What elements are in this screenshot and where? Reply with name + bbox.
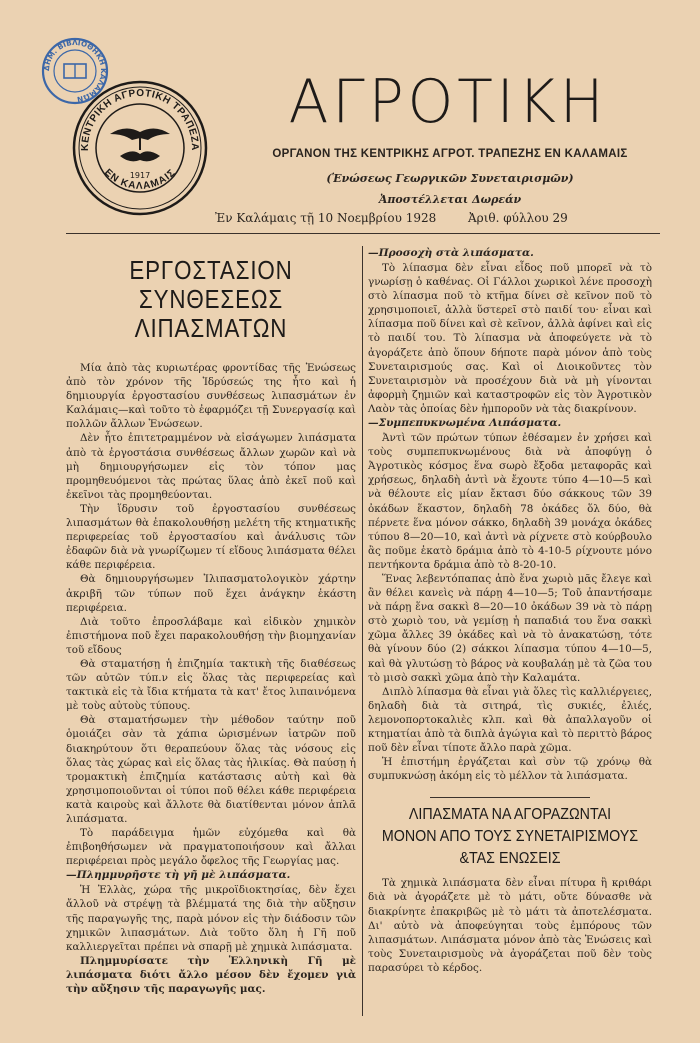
bank-seal: [70, 78, 210, 218]
left-paragraph: Μία ἀπὸ τὰς κυριωτέρας φροντίδας τῆς Ἑνώσεως ἀπὸ τὸν χρόνον τῆς Ἱδρύσεώς της ἦτο καὶ ἡ δημιουργία ἐργοστασίου συνθέσεως λιπασμάτων ἐν Καλάμαις—καὶ τοῦτο τὸ ἐφαρμόζει τῇ Συνεργασίᾳ καὶ πολλῶν ἄλλων Ἑνώσεων.: [66, 362, 356, 431]
left-paragraph: Τὴν ἵδρυσιν τοῦ ἐργοστασίου συνθέσεως λιπασμάτων θὰ ἐπακολουθήσῃ μελέτη τῆς κτηματικῆς περιφερείας τοῦ ἐργοστασίου καὶ ἀνάλυσις τῶν ἐδαφῶν διὰ νὰ γνωρίζωμεν τί εἴδους λιπάσματα θέλει κάθε περιφέρεια.: [66, 502, 356, 572]
newspaper-subtitle: ΟΡΓΑΝΟΝ ΤΗΣ ΚΕΝΤΡΙΚΗΣ ΑΓΡΟΤ. ΤΡΑΠΕΖΗΣ ΕΝ ΚΑΛΑΜΑΙΣ: [272, 148, 628, 160]
left-section-paragraph: Ἡ Ἑλλὰς, χώρα τῆς μικροϊδιοκτησίας, δὲν ἔχει ἄλλοῦ νὰ στρέψῃ τὰ βλέμματά της διὰ τὴν αὔξησιν τῆς παραγωγῆς της, παρὰ μόνον εἰς τὴν διάδοσιν τῶν χημικῶν λιπασμάτων. Διὰ τοῦτο ὅλη ἡ Γῆ ποῦ καλλιεργεῖται πρέπει νὰ σπαρῇ μὲ χημικὰ λιπάσματα.: [66, 884, 356, 953]
library-stamp-text: ΔΗΜ. ΒΙΒΛΙΟΘΗΚΗ ΚΑΛΑΜΩΝ: [41, 37, 109, 105]
right-column: [368, 246, 652, 975]
right-headline: [379, 804, 640, 870]
left-paragraph: Διὰ τοῦτο ἐπροσλάβαμε καὶ εἰδικὸν χημικὸν ἐπιστήμονα ποῦ ἔχει παρακολουθήσῃ τὴν βιομηχανίαν τοῦ εἴδους: [66, 615, 356, 656]
right-section-2-title: —Συμπεπυκνωμένα Λιπάσματα.: [368, 417, 562, 430]
left-headline: [86, 256, 335, 343]
eagle-handshake-emblem: [110, 128, 170, 161]
left-paragraph: Θὰ σταματήσῃ ἡ ἐπιζημία τακτικὴ τῆς διαθέσεως τῶν αὐτῶν τύπ.ν εἰς ὅλας τὰς περιφερείας καὶ τακτικὰ εἰς τὰ ἴδια κτήματα τὰ κατ' ἔτος λιπαινόμενα μὲ τοὺς αὐτοὺς τύπους.: [66, 657, 356, 713]
right-section-1-title: —Προσοχὴ στὰ λιπάσματα.: [368, 247, 534, 259]
left-paragraph: Θὰ δημιουργήσωμεν Ἰλιπασματολογικὸν χάρτην ἀκριβῆ τῶν τύπων ποῦ ἔχει ἀνάγκην ἑκάστη περιφέρεια.: [66, 573, 356, 614]
seal-bottom-text: ΕΝ ΚΑΛΑΜΑΙΣ: [102, 167, 178, 192]
right-section-2-paragraph: Διπλὸ λίπασμα θὰ εἶναι γιὰ ὅλες τὶς καλλιέργειες, δηλαδὴ διὰ τὰ σιτηρά, τὶς συκιές, ἐλιές, λεμονοπορτοκαλιὲς κλπ. καὶ θὰ ἀπαλλαγοῦν οἱ κτηματίαι ἀπὸ τὰ διπλὰ ἀγώγια καὶ τὸ περιττὸ βάρος ποῦ δὲν εἶναι τίποτε ἄλλο παρὰ χῶμα.: [368, 685, 652, 755]
right-closing-text: Τὰ χημικὰ λιπάσματα δὲν εἶναι πίτυρα ἢ κριθάρι διὰ νὰ ἀγοράζετε μὲ τὸ μάτι, οὔτε δύνασθε νὰ διακρίνητε ἐπακριβῶς μὲ τὸ μάτι τὰ ἀποτελέσματα. Δι' αὐτὸ νὰ ἀποφεύγηται τοὺς ἐμπόρους τῶν λιπασμάτων. Λιπάσματα μόνον ἀπὸ τὰς Ἑνώσεις καὶ τοὺς Συνεταιρισμοὺς νὰ ἀγοράζεται ποῦ δὲν τοὺς παρασύρει τὸ κέρδος.: [368, 877, 652, 974]
right-divider: [430, 797, 590, 798]
newspaper-title: ΑΓΡΟΤΙΚΗ: [288, 67, 608, 137]
right-section-1-text: Τὸ λίπασμα δὲν εἶναι εἶδος ποῦ μπορεῖ νὰ τὸ γνωρίσῃ ὁ καθένας. Οἱ Γάλλοι χωρικοὶ λένε προσοχὴ στὸ λίπασμα ποῦ τὸ κτῆμα δίνει σὲ κεῖνον ποῦ τὸ χρησιμοποιεῖ, ἀλλὰ ὕστερεῖ στὸ παιδί του· εἶναι καὶ λίπασμα ποῦ δίνει καὶ σὲ κεῖνον, ἀλλὰ ἀφίνει καὶ εἰς τὸ παιδί του. Τὸ λίπασμα νὰ ἀποφεύγετε νὰ τὸ ἀγοράζετε ἀπὸ ὅπουν δήποτε παρὰ μόνον ἀπὸ τοὺς Συνεταιρισμούς σας. Καὶ οἱ Διοικοῦντες τὸν Συνεταιρισμὸν νὰ προσέχουν διὰ νὰ μὴ γίνονται ἀφορμὴ ζημιῶν καὶ καταστροφῶν εἰς τὸν Ἀγροτικὸν Λαὸν τὰς ὁποίας δὲν ἠμποροῦν νὰ τὰς διακρίνουν.: [368, 262, 652, 415]
union-line: (Ἑνώσεως Γεωργικῶν Συνεταιρισμῶν): [326, 172, 574, 185]
issue-number: Ἀριθ. φύλλου 29: [468, 211, 568, 225]
seal-year: 1917: [129, 171, 151, 180]
seal-top-text: ΚΕΝΤΡΙΚΗ ΑΓΡΟΤΙΚΗ ΤΡΑΠΕΖΑ: [79, 87, 201, 152]
left-paragraph: Τὸ παράδειγμα ἡμῶν εὐχόμεθα καὶ θὰ ἐπιβοηθήσωμεν νὰ πραγματοποιήσουν καὶ ἄλλαι περιφέρειαι πρὸς μεγάλο ὄφελος τῆς Γεωργίας μας.: [66, 827, 356, 868]
right-section-2-paragraph: Ἕνας λεβεντόπαπας ἀπὸ ἕνα χωριὸ μᾶς ἔλεγε καὶ ἂν θέλει κανεὶς νὰ πάρῃ 4—10—5; Τοῦ ἀπαντήσαμε νὰ πάρῃ ἕνα σακκὶ 8—20—10 ὀκάδων 39 νὰ τὸ πάρῃ στὸ χωριὸ του, νὰ γεμίσῃ ἡ παπαδιά του ἕνα σακκὶ χῶμα ἄλλες 39 ὀκάδες καὶ νὰ τὸ ἀνακατώσῃ, τότε θὰ γίνουν δύο (2) σάκκοι λίπασμα τύπου 4—10—5, καὶ θὰ γλυτώσῃ τὸ βάρος νὰ κουβαλάῃ μὲ τὰ ζῶα του τὸ μισὸ σακκὶ χῶμα ἀπὸ τὴν Καλαμάτα.: [368, 572, 652, 684]
left-headline-line-1: ΕΡΓΟΣΤΑΣΙΟΝ: [129, 255, 293, 285]
header-divider: [66, 233, 660, 234]
left-column: [66, 246, 356, 996]
dateline: Ἐν Καλάμαις τῇ 10 Νοεμβρίου 1928: [215, 211, 437, 225]
column-divider: [362, 246, 363, 1016]
right-section-2-paragraph: Ἡ ἐπιστήμη ἐργάζεται καὶ σὺν τῷ χρόνῳ θὰ συμπυκνώσῃ ἀκόμη εἰς τὸ μέλλον τὰ λιπάσματα.: [368, 756, 652, 783]
left-paragraph: Δὲν ἦτο ἐπιτετραμμένον νὰ εἰσάγωμεν λιπάσματα ἀπὸ τὰ ἐργοστάσια συνθέσεως ἄλλων χωρῶν καὶ νὰ μὴ δημιουργήσωμεν εἰς τὸν τόπον μας προμηθευόμενοι τὰς πρώτας ὕλας ἀπὸ ἐκεῖ ποῦ καὶ ἐκεῖνοι τὰς προμηθεύονται.: [66, 432, 356, 501]
right-section-2-paragraph: Ἀντὶ τῶν πρώτων τύπων ἐθέσαμεν ἐν χρήσει καὶ τοὺς συμπεπυκνωμένους διὰ νὰ ἀποφύγῃ ὁ Ἀγροτικὸς κόσμος ἕνα σωρὸ ἔξοδα μεταφορᾶς καὶ χρήσεως, δηλαδὴ ἀντὶ νὰ ἔχουτε τύπο 4—10—5 καὶ νὰ θέλουτε εἰς μίαν ἔκτασι δύο σάκκους τῶν 39 ὀκάδων ἕκαστον, δηλαδὴ 78 ὀκάδες ὅλ δύο, θὰ πέρνετε ἕνα μόνον σάκκο, δηλαδὴ 39 μονάχα ὀκάδες τύπου 8—20—10, καὶ ἀντὶ νὰ ρίχνετε στὸ κούρβουλο ἂς ποῦμε ἑκατὸ δράμια ἀπὸ τὸ 4-10-5 ρίχνουτε μόνο πεντήκοντα δράμια ἀπὸ τὸ 8-20-10.: [368, 432, 652, 571]
right-headline-line-1: ΛΙΠΑΣΜΑΤΑ ΝΑ ΑΓΟΡΑΖΩΝΤΑΙ: [408, 806, 612, 824]
left-section-title: —Πλημμυρῆστε τὴ γῆ μὲ λιπάσματα.: [66, 869, 291, 882]
left-section-paragraph: Πλημμυρίσατε τὴν Ἑλληνικὴ Γῆ μὲ λιπάσματα διότι ἄλλο μέσον δὲν ἔχομεν γιὰ τὴν αὔξησιν τῆς παραγωγῆς μας.: [66, 954, 356, 996]
left-paragraph: Θὰ σταματήσωμεν τὴν μέθοδον ταύτην ποῦ ὁμοιάζει σὰν τὰ χάπια ὡρισμένων ἰατρῶν ποῦ διακηρύτουν ὅτι θεραπεύουν ὅλας τὰς νόσους εἰς ὅλας τὰς χώρας καὶ εἰς ὅλας τὰς ἡλικίας. Θὰ παύσῃ ἡ τρομακτικὴ ἐπιζημία κατάστασις αὐτὴ καὶ θὰ χρησιμοποιοῦνται οἱ τύποι ποῦ θέλει κάθε περιφέρεια κατὰ καιροὺς καὶ ἄλλοτε θὰ διατίθενται μόνον ἁπλᾶ λιπάσματα.: [66, 714, 356, 825]
right-headline-line-2: ΜΟΝΟΝ ΑΠΟ ΤΟΥΣ ΣΥΝΕΤΑΙΡΙΣΜΟΥΣ &ΤΑΣ ΕΝΩΣΕΙΣ: [381, 828, 639, 868]
left-headline-line-2: ΣΥΝΘΕΣΕΩΣ ΛΙΠΑΣΜΑΤΩΝ: [134, 284, 288, 343]
free-distribution-line: Ἀποστέλλεται Δωρεάν: [378, 193, 522, 206]
